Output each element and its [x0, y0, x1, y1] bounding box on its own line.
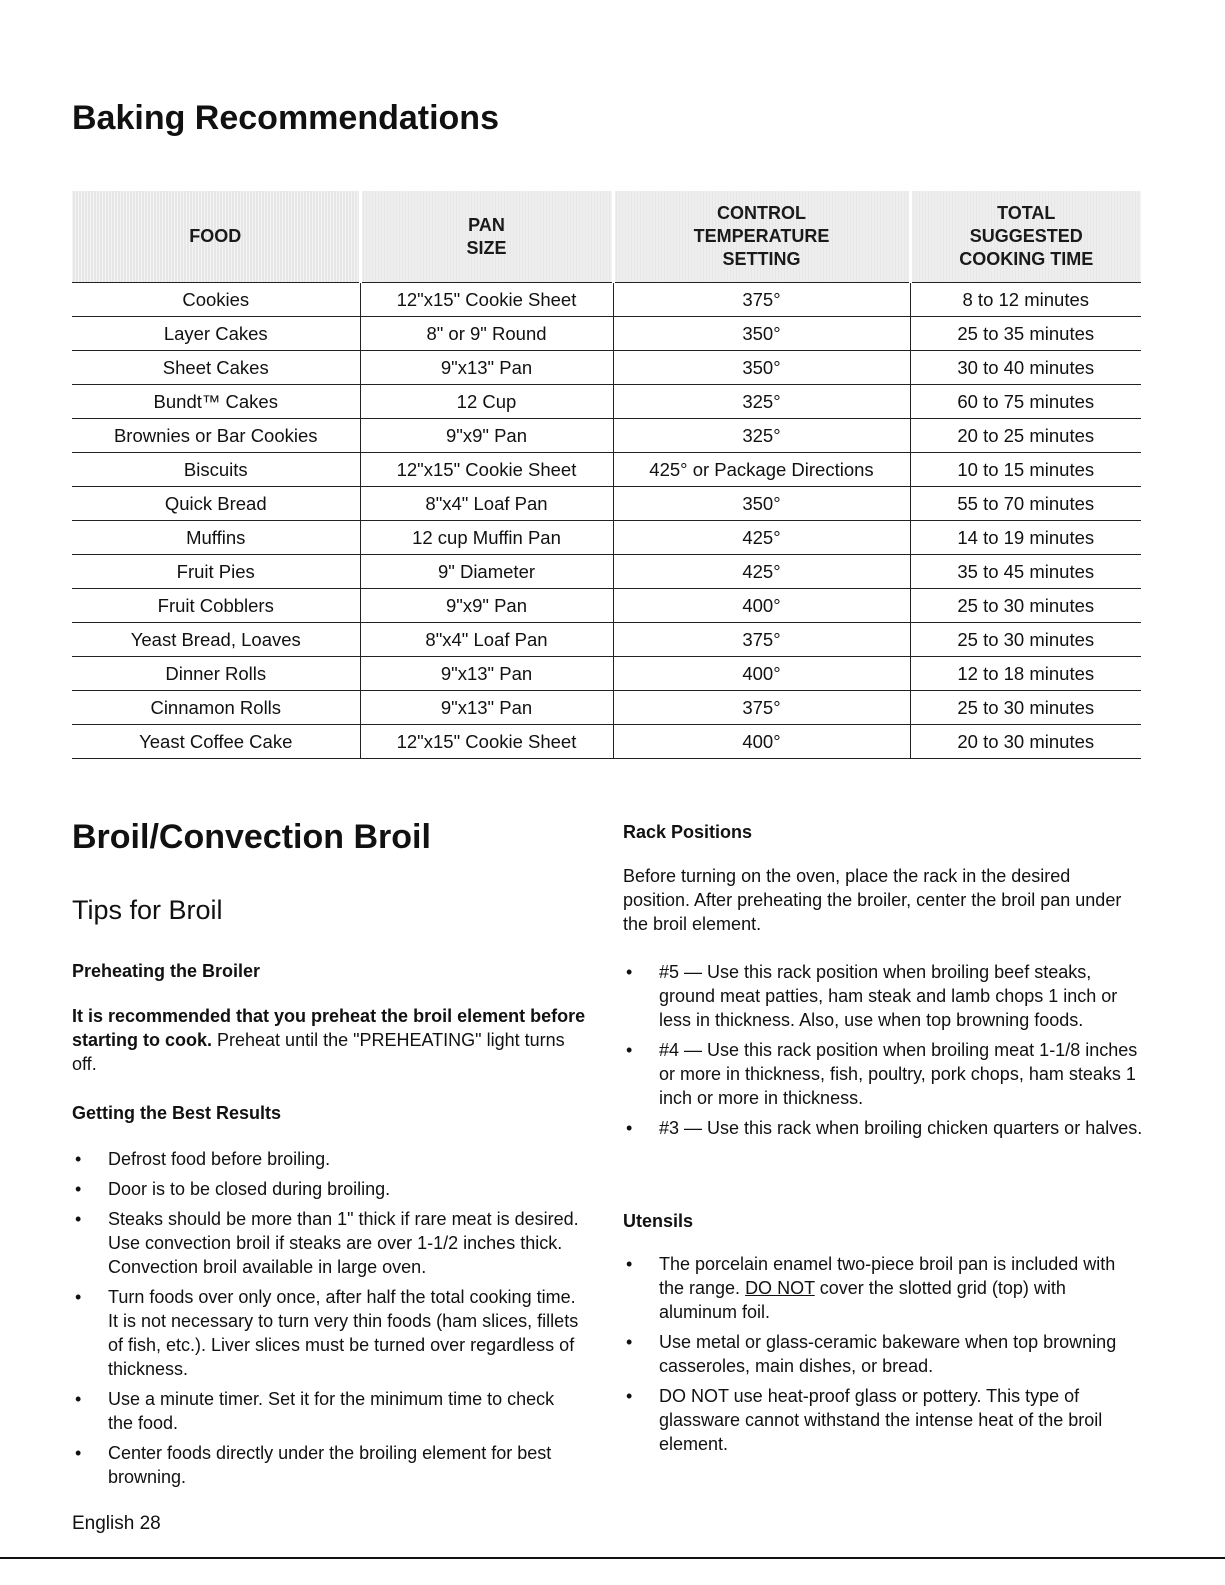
cell-pan-size: 12"x15" Cookie Sheet	[360, 453, 613, 487]
table-row	[72, 657, 1141, 691]
bullet-icon: •	[75, 1389, 82, 1409]
table-row	[72, 385, 1141, 419]
cell-pan-size: 9"x13" Pan	[360, 657, 613, 691]
list-item-text: Defrost food before broiling.	[108, 1149, 331, 1169]
cell-pan-size: 9" Diameter	[360, 555, 613, 589]
utensils-list	[623, 1252, 1133, 1462]
cell-cooking-time: 20 to 25 minutes	[910, 419, 1141, 453]
cell-food: Layer Cakes	[72, 317, 360, 351]
utensils-text-after: cover the slotted grid (top) with aluminum foil.	[659, 1278, 1066, 1322]
list-item	[623, 1252, 1133, 1324]
cell-food: Muffins	[72, 521, 360, 555]
list-item	[72, 1441, 582, 1489]
cell-temperature: 325°	[613, 385, 910, 419]
list-item	[72, 1207, 582, 1279]
list-item	[72, 1177, 582, 1201]
cell-temperature: 400°	[613, 657, 910, 691]
header-control-temperature	[613, 191, 910, 283]
do-not-underlined: DO NOT	[745, 1278, 815, 1298]
list-item	[623, 1384, 1133, 1456]
list-item-text: Center foods directly under the broiling element for best browning.	[108, 1443, 552, 1487]
rack-positions-intro: Before turning on the oven, place the rack in the desired position. After preheating the broiler, center the broil pan under the broil element.	[623, 866, 1122, 934]
list-item	[623, 1330, 1133, 1378]
bullet-icon: •	[626, 962, 633, 982]
table-row	[72, 555, 1141, 589]
header-line: FOOD	[189, 226, 242, 246]
header-cooking-time	[910, 191, 1141, 283]
cell-cooking-time: 60 to 75 minutes	[910, 385, 1141, 419]
rack-positions-heading: Rack Positions	[623, 822, 753, 842]
bullet-icon: •	[626, 1254, 633, 1274]
header-line: SIZE	[466, 237, 507, 258]
bullet-icon: •	[75, 1443, 82, 1463]
list-item	[72, 1387, 582, 1435]
table-row	[72, 283, 1141, 317]
cell-food: Fruit Pies	[72, 555, 360, 589]
cell-food: Sheet Cakes	[72, 351, 360, 385]
bullet-icon: •	[75, 1179, 82, 1199]
tips-title: Tips for Broil	[72, 895, 223, 925]
baking-title: Baking Recommendations	[72, 99, 499, 137]
cell-food: Cookies	[72, 283, 360, 317]
header-line: SUGGESTED	[969, 226, 1083, 246]
cell-temperature: 375°	[613, 691, 910, 725]
bullet-icon: •	[75, 1287, 82, 1307]
list-item	[72, 1285, 582, 1381]
list-item-text: Use metal or glass-ceramic bakeware when top browning casseroles, main dishes, or bread.	[659, 1332, 1117, 1376]
table-row	[72, 317, 1141, 351]
cell-cooking-time: 35 to 45 minutes	[910, 555, 1141, 589]
cell-food: Fruit Cobblers	[72, 589, 360, 623]
baking-table-header	[72, 191, 1141, 283]
cell-temperature: 325°	[613, 419, 910, 453]
cell-temperature: 350°	[613, 351, 910, 385]
bullet-icon: •	[75, 1209, 82, 1229]
cell-pan-size: 12"x15" Cookie Sheet	[360, 283, 613, 317]
cell-food: Cinnamon Rolls	[72, 691, 360, 725]
cell-pan-size: 8"x4" Loaf Pan	[360, 623, 613, 657]
list-item-text: Door is to be closed during broiling.	[108, 1179, 391, 1199]
baking-table	[72, 191, 1141, 759]
broil-title: Broil/Convection Broil	[72, 818, 431, 856]
cell-pan-size: 12 Cup	[360, 385, 613, 419]
cell-temperature: 425°	[613, 521, 910, 555]
header-pan-size	[360, 191, 613, 283]
cell-cooking-time: 25 to 30 minutes	[910, 691, 1141, 725]
table-row	[72, 691, 1141, 725]
cell-pan-size: 8" or 9" Round	[360, 317, 613, 351]
preheating-heading: Preheating the Broiler	[72, 961, 261, 981]
cell-pan-size: 8"x4" Loaf Pan	[360, 487, 613, 521]
header-line: TOTAL	[997, 203, 1056, 223]
table-row	[72, 419, 1141, 453]
cell-pan-size: 9"x9" Pan	[360, 589, 613, 623]
table-row	[72, 351, 1141, 385]
cell-food: Bundt™ Cakes	[72, 385, 360, 419]
preheating-text: Preheat until the "PREHEATING" light turns off.	[72, 1030, 565, 1074]
list-item	[623, 1116, 1148, 1140]
cell-food: Biscuits	[72, 453, 360, 487]
list-item-text: Steaks should be more than 1" thick if rare meat is desired. Use convection broil if steaks are over 1-1/2 inches thick. Convection broil available in large oven.	[108, 1209, 579, 1277]
table-row	[72, 521, 1141, 555]
cell-temperature: 425° or Package Directions	[613, 453, 910, 487]
utensils-text-before: The porcelain enamel two-piece broil pan is included with the range.	[659, 1254, 1116, 1298]
best-results-list	[72, 1147, 582, 1495]
table-row	[72, 589, 1141, 623]
list-item-text: #3 — Use this rack when broiling chicken quarters or halves.	[659, 1118, 1143, 1138]
header-food	[72, 191, 360, 283]
header-line: SETTING	[722, 249, 801, 269]
cell-food: Dinner Rolls	[72, 657, 360, 691]
cell-temperature: 400°	[613, 725, 910, 759]
cell-cooking-time: 55 to 70 minutes	[910, 487, 1141, 521]
cell-food: Yeast Bread, Loaves	[72, 623, 360, 657]
bullet-icon: •	[626, 1332, 633, 1352]
cell-cooking-time: 25 to 30 minutes	[910, 589, 1141, 623]
table-row	[72, 725, 1141, 759]
cell-cooking-time: 30 to 40 minutes	[910, 351, 1141, 385]
cell-food: Yeast Coffee Cake	[72, 725, 360, 759]
bullet-icon: •	[626, 1386, 633, 1406]
page-footer: English 28	[72, 1513, 161, 1534]
cell-temperature: 425°	[613, 555, 910, 589]
header-line: CONTROL	[717, 203, 806, 223]
list-item	[72, 1147, 582, 1171]
header-line: TEMPERATURE	[693, 226, 830, 246]
rack-positions-list	[623, 960, 1148, 1146]
table-row	[72, 453, 1141, 487]
list-item-text: #4 — Use this rack position when broiling meat 1-1/8 inches or more in thickness, fish, poultry, pork chops, ham steaks 1 inch or more in thickness.	[659, 1040, 1138, 1108]
cell-cooking-time: 25 to 30 minutes	[910, 623, 1141, 657]
cell-temperature: 375°	[613, 283, 910, 317]
table-row	[72, 487, 1141, 521]
table-row	[72, 623, 1141, 657]
cell-temperature: 400°	[613, 589, 910, 623]
list-item-text: #5 — Use this rack position when broiling beef steaks, ground meat patties, ham steak and lamb chops 1 inch or less in thickness. Also, use when top browning foods.	[659, 962, 1118, 1030]
cell-pan-size: 9"x13" Pan	[360, 691, 613, 725]
list-item-text	[659, 1254, 1115, 1322]
cell-cooking-time: 8 to 12 minutes	[910, 283, 1141, 317]
cell-cooking-time: 10 to 15 minutes	[910, 453, 1141, 487]
list-item	[623, 960, 1148, 1032]
list-item-text: DO NOT use heat-proof glass or pottery. This type of glassware cannot withstand the intense heat of the broil element.	[659, 1386, 1103, 1454]
header-line: COOKING TIME	[959, 249, 1094, 269]
preheating-paragraph	[72, 1004, 592, 1076]
bullet-icon: •	[626, 1118, 633, 1138]
footer-divider	[0, 1557, 1225, 1559]
list-item	[623, 1038, 1148, 1110]
list-item-text: Turn foods over only once, after half the total cooking time. It is not necessary to turn very thin foods (ham slices, fillets of fish, etc.). Liver slices must be turned over regardless of thickness.	[108, 1287, 579, 1379]
cell-pan-size: 9"x9" Pan	[360, 419, 613, 453]
bullet-icon: •	[75, 1149, 82, 1169]
cell-food: Brownies or Bar Cookies	[72, 419, 360, 453]
preheating-bold-text: It is recommended that you preheat the broil element before starting to cook.	[72, 1006, 586, 1050]
bullet-icon: •	[626, 1040, 633, 1060]
cell-temperature: 375°	[613, 623, 910, 657]
header-line: PAN	[468, 214, 505, 235]
utensils-heading: Utensils	[623, 1211, 694, 1231]
cell-pan-size: 12"x15" Cookie Sheet	[360, 725, 613, 759]
cell-food: Quick Bread	[72, 487, 360, 521]
cell-cooking-time: 14 to 19 minutes	[910, 521, 1141, 555]
cell-cooking-time: 25 to 35 minutes	[910, 317, 1141, 351]
cell-cooking-time: 12 to 18 minutes	[910, 657, 1141, 691]
cell-temperature: 350°	[613, 487, 910, 521]
cell-pan-size: 12 cup Muffin Pan	[360, 521, 613, 555]
cell-pan-size: 9"x13" Pan	[360, 351, 613, 385]
cell-temperature: 350°	[613, 317, 910, 351]
cell-cooking-time: 20 to 30 minutes	[910, 725, 1141, 759]
best-results-heading: Getting the Best Results	[72, 1103, 282, 1123]
list-item-text: Use a minute timer. Set it for the minimum time to check the food.	[108, 1389, 555, 1433]
